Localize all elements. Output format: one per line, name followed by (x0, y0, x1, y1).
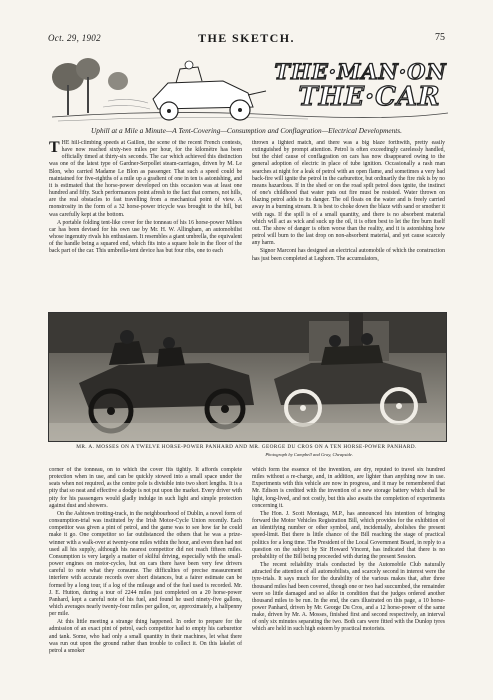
article-paragraph: At this little meeting a strange thing happened. In order to prepare for the admission of an exact pint of petrol, each competitor had to empty his carburettor and tank. Some, who had only a small quantity in their machines, let what there was run out upon the ground rather than trouble to collect it. On this lakelet of petrol a smoker (49, 619, 242, 654)
photo-caption: MR. A. MOSSES ON A TWELVE HORSE-POWER PANHARD AND MR. GEORGE DU CROS ON A TEN HORSE-POWER PANHARD. (76, 444, 417, 450)
photograph-image (49, 313, 446, 441)
magazine-title: THE SKETCH. (198, 31, 295, 45)
drop-cap: T (49, 140, 60, 156)
motor-car-illustration (103, 61, 266, 120)
article-paragraph: corner of the tonneau, on to which the cover fits tightly. It affords complete protection when in use, and can be quickly stowed into a small space under the seats when not required, as the centre pole is divisible into two short lengths. It is a pity that so neat and effective a dodge is not put upon the market. Every driver with pity for his passengers would gladly indulge in such light and simple protection against dust and showers. (49, 467, 242, 509)
article-paragraph: thrown a lighted match, and there was a big blaze forthwith, pretty easily extinguished by prompt attention. Petrol is often exceedingly carelessly handled, but the chief cause of conflagration on cars has now disappeared owing to the general adoption of electric in place of tube ignition. Occasionally a rash man searches at night for a leak of petrol with an open flame, and sometimes a very bad back-fire will ignite the petrol in the carburettor, but ordinarily the fire risk is by no means hazardous. If in the shed or on the road spilt petrol does ignite, the instinct of one's childhood that water puts out fire must be resisted. Water thrown on blazing petrol adds to its danger. The oil floats on the water and is freely carried away in a burning stream. It is best to choke down the blaze with sand or smother it with rags. If the spill is of a small quantity, and there is no absorbent material which will act as wick and suck up the oil, it is often best to let the fire burn itself out. The show of danger is often worse than the reality, and it is astonishing how petrol will burn to the last drop on non-absorbent material, and yet cause scarcely any harm. (252, 140, 445, 247)
article-paragraph: On the Ashtown trotting-track, in the neighbourhood of Dublin, a novel form of consumption-trial was instituted by the Irish Motor-Cycle Union recently. Each competitor was given a pint of petrol, and the game was to see how far he could make it go. One competitor so far outdistanced the others that he was a prize-winner with a walk-over at twenty-one miles within the hour, and even then had not used all his supply, although his nearest competitor did not reach fifteen miles. Consumption is very largely a matter of skilful driving, especially with the small-power engines on motor-cycles, but on cars there have been very few drivers careful to note what they consume. The difficulties of precise measurement interfere with accurate records over short distances, but a fairer estimate can be formed by a long tour, if a log of the mileage and of the fuel used is recorded. Mr. J. E. Hutton, during a tour of 2244 miles just completed on a 20 horse-power Panhard, kept a careful note of his fuel, and found he used ninety-five gallons, which averages nearly twenty-four miles per gallon, or, approximately, a halfpenny per mile. (49, 510, 242, 618)
article-column-bottom-right (252, 467, 445, 687)
article-column-top-left (49, 140, 242, 302)
article-subhead: Uphill at a Mile a Minute—A Tent-Covering—Consumption and Conflagration—Electrical Developments. (91, 126, 402, 135)
issue-date: Oct. 29, 1902 (48, 33, 101, 43)
section-title-line-1: THE·MAN·ON (274, 59, 447, 84)
article-column-bottom-left (49, 467, 242, 687)
photograph (48, 312, 447, 442)
running-head (48, 31, 445, 47)
article-paragraph: A portable folding tent-like cover for the tonneau of his 16 horse-power Milnes car has been devised for his own use by Mr. H. W. Allingham, an automobilist whose ingenuity rivals his enthusiasm. It resembles a giant umbrella, the equivalent of the handle being a squared end, which fits into a square hole in the floor of the back part of the car. This umbrella-tent device has but four ribs, one to each (49, 219, 242, 255)
article-paragraph: The Hon. J. Scott Montagu, M.P., has announced his intention of bringing forward the Motor Vehicles Registration Bill, which provides for the exhibition of an identifying number or other symbol, and, incidentally, abolishes the present speed-limit. But there is little chance of the Bill reaching the stage of practical politics for a long time. The President of the Local Government Board, in reply to a question on the subject by Sir Howard Vincent, has indicated that there is no probability of the Bill being proceeded with during the present Session. (252, 510, 445, 560)
article-paragraph (49, 140, 242, 219)
tree-illustration (52, 58, 128, 115)
section-title (268, 60, 453, 132)
page-number: 75 (435, 32, 445, 43)
article-paragraph: Signor Marconi has designed an electrical automobile of which the construction has just been completed at Leghorn. The accumulators, (252, 248, 445, 262)
paragraph-text: HE hill-climbing speeds at Gaillon, the scene of the recent French contests, have now reached sixty-two miles per hour, for the kilomètre has been officially timed at thirty-six seconds. The car which achieved this distinction was one of the latest type of Gardner-Serpollet steam-carriages, driven by M. Le Blon, who carried Madame Le Blon as passenger. That such a speed could be maintained for five-eighths of a mile up a gradient of one in ten is astonishing, and it is estimated that the horse-power developed on this occasion was at least one hundred and fifty. Such performances point afresh to the fact that corners, not hills, are the real obstacles to fast travelling from a mechanical point of view. A monstrosity in the form of a 32 horse-power tricycle was brought to the hill, but was carefully kept at the bottom. (49, 140, 242, 218)
article-paragraph: which form the essence of the invention, are dry, reputed to travel six hundred miles without a re-charge, and, in addition, are lighter than anything now in use. Experiments with this vehicle are now in progress, and it may be remembered that Mr. Edison is credited with the invention of a new storage battery which shall be light, long-lived, and not costly, but this also awaits the completion of experiments concerning it. (252, 467, 445, 509)
section-title-line-2: THE·CAR (298, 82, 441, 112)
photo-credit: Photograph by Campbell and Gray, Cheapside. (265, 452, 353, 457)
article-column-top-right (252, 140, 445, 302)
article-paragraph: The recent reliability trials conducted by the Automobile Club naturally attracted the attention of all automobilists, and scarcely second in interest were the tyre-trials. It says much for the durability of the various makes that, after three thousand miles had been covered, though one or two had succumbed, the remainder were so little damaged and so alike in condition that the judges ordered another thousand miles to be run. In the end, the cars illustrated on this page, a 10 horse-power Panhard, driven by Mr. George Du Cros, and a 12 horse-power of the same make, driven by Mr. A. Mosses, finished first and second respectively, an interval of only six minutes separating the two. Both cars were fitted with the Dunlop tyres which are held in such high esteem by practical motorists. (252, 562, 445, 633)
